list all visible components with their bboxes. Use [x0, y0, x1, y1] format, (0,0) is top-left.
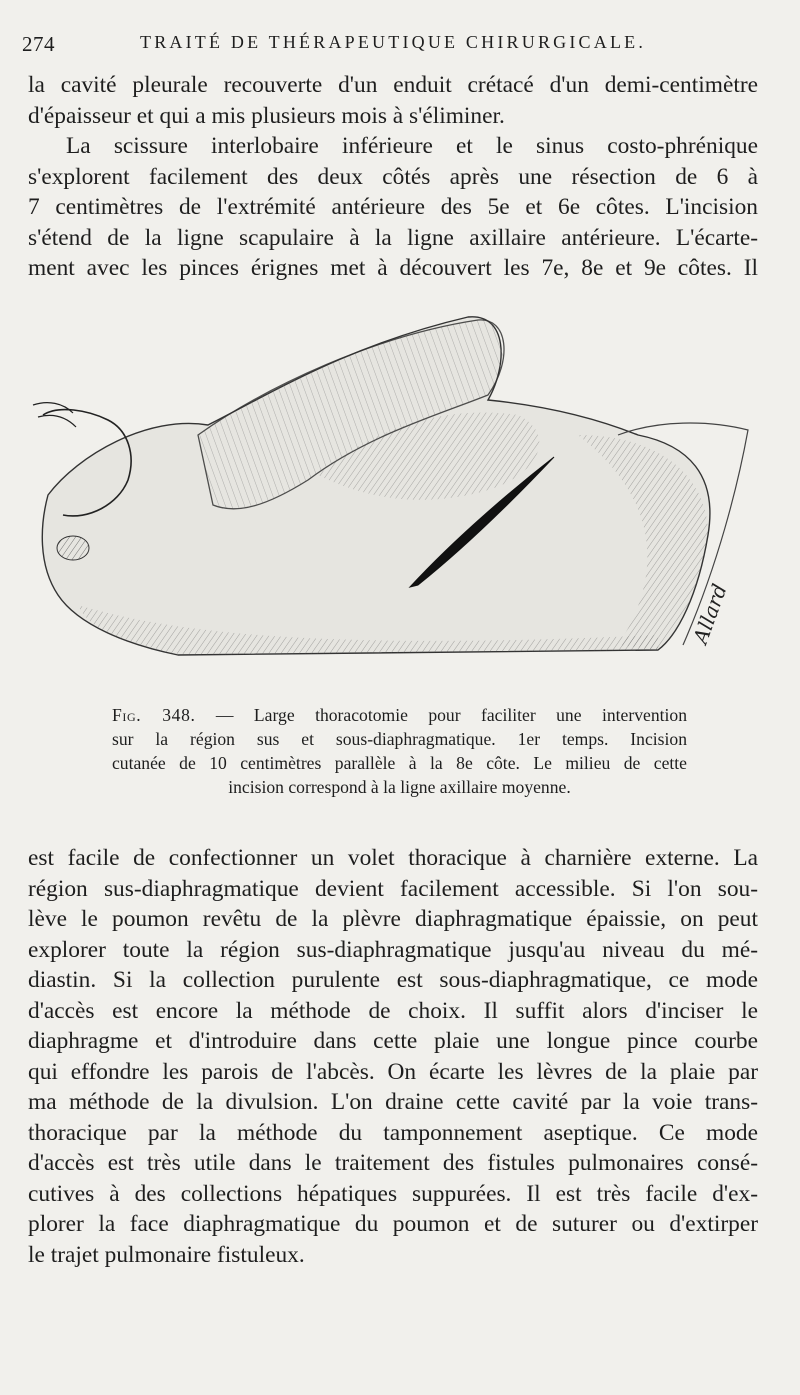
caption-line: cutanée de 10 centimètres parallèle à la 8e côte. Le milieu de cette [112, 753, 687, 773]
text-line: lève le poumon revêtu de la plèvre diaphragmatique épaissie, on peut [28, 906, 758, 932]
ear [57, 536, 89, 560]
text-line: diastin. Si la collection purulente est sous-diaphragmatique, ce mode [28, 967, 758, 993]
text-line: d'accès est encore la méthode de choix. Il suffit alors d'inciser le [28, 997, 758, 1024]
caption-line: incision correspond à la ligne axillaire moyenne. [228, 777, 571, 797]
text-line: s'explorent facilement des deux côtés après une résection de 6 à [28, 163, 758, 190]
thoracotomy-drawing [18, 305, 778, 705]
text-line: ment avec les pinces érignes met à découvert les 7e, 8e et 9e côtes. Il [28, 255, 758, 281]
text-line: ma méthode de la divulsion. L'on draine cette cavité par la voie trans- [28, 1089, 758, 1115]
text-line: d'accès est très utile dans le traitement des fistules pulmonaires consé- [28, 1150, 758, 1176]
text-line: thoracique par la méthode du tamponnement aseptique. Ce mode [28, 1119, 758, 1146]
caption-text: — Large thoracotomie pour faciliter une intervention [215, 705, 687, 725]
text-line: cutives à des collections hépatiques suppurées. Il est très facile d'ex- [28, 1180, 758, 1207]
paragraph-continuation [28, 843, 758, 1270]
text-line: le trajet pulmonaire fistuleux. [28, 1241, 305, 1268]
caption-line [112, 703, 687, 727]
figure-caption [112, 703, 687, 799]
artist-signature: Allard [688, 580, 732, 647]
text-line: qui effondre les parois de l'abcès. On écarte les lèvres de la plaie par [28, 1058, 758, 1085]
text-line: la cavité pleurale recouverte d'un enduit crétacé d'un demi-centimètre [28, 72, 758, 98]
text-line: est facile de confectionner un volet thoracique à charnière externe. La [28, 845, 758, 871]
text-line: plorer la face diaphragmatique du poumon et de suturer ou d'extirper [28, 1211, 758, 1237]
caption-line: sur la région sus et sous-diaphragmatique. 1er temps. Incision [112, 729, 687, 749]
running-head [22, 28, 782, 62]
figure-number: Fig. 348. [112, 705, 196, 725]
text-line: région sus-diaphragmatique devient facilement accessible. Si l'on sou- [28, 875, 758, 902]
running-title: TRAITÉ DE THÉRAPEUTIQUE CHIRURGICALE. [140, 32, 647, 52]
text-line: diaphragme et d'introduire dans cette plaie une longue pince courbe [28, 1028, 758, 1054]
figure-illustration [18, 305, 778, 705]
text-line: La scissure interlobaire inférieure et le sinus costo-phrénique [66, 133, 758, 159]
text-line: s'étend de la ligne scapulaire à la ligne axillaire antérieure. L'écarte- [28, 224, 758, 251]
text-line: 7 centimètres de l'extrémité antérieure des 5e et 6e côtes. L'incision [28, 194, 758, 220]
text-line: d'épaisseur et qui a mis plusieurs mois à s'éliminer. [28, 102, 505, 129]
hair-lines [33, 403, 76, 427]
paragraph-continued [28, 70, 758, 131]
paragraph-scissure [28, 131, 758, 284]
page-number: 274 [22, 32, 55, 56]
text-line: explorer toute la région sus-diaphragmatique jusqu'au niveau du mé- [28, 936, 758, 963]
